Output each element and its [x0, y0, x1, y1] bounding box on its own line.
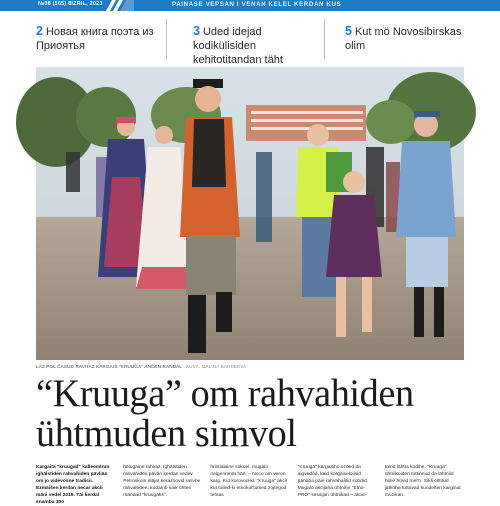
article-paragraph: "Kruuga" kargaitiho ozoed da aigvedód, kaid kargitiseloiisid panaba päie rahvahalitid sobdid. Mugalo akcijaha ühtnihe "Etno-PRO" sessijan ühtnikad – aktivi-: [297, 465, 369, 498]
headline-line-2: ühtmuden simvol: [36, 412, 297, 455]
photo-credit: KUVA: GALINA BARDEEVA: [186, 364, 247, 369]
article-headline: [36, 374, 467, 454]
teaser-item[interactable]: [325, 19, 464, 59]
article-column-1: [36, 464, 115, 505]
article-column-5: [385, 464, 464, 500]
masthead-bar: [0, 0, 500, 11]
caption-text: LÄZ POL ČASUD RAVHAZ KARGAIŠ "KRUUGA" ANČEN RANDAL: [36, 364, 183, 369]
article-column-4: [298, 464, 377, 500]
article-paragraph: hälugaine rahvaz. Ighälstiden rahvahiden pävän kerdan vedev Petroskoin eläjat kerazoovid rasvhe rahvahiden, kudamb kaik ühtes mändad "kruugaks".: [123, 465, 201, 498]
masthead-slogan: PAINASE VEPSAN I VENAN KELEL KERDAN KUS: [172, 1, 342, 8]
teaser-page-number: 3: [193, 24, 200, 38]
newspaper-logo-icon: [98, 0, 134, 11]
headline-line-1: “Kruuga” om rahvahiden: [36, 372, 414, 415]
article-body: [36, 464, 464, 505]
issue-number: №08 (565) 8IZRIL, 2023: [38, 1, 103, 7]
teaser-item[interactable]: [167, 19, 325, 66]
teaser-text: Новая книга поэта из Приоятья: [36, 26, 154, 52]
lead-photo: [36, 67, 464, 360]
article-column-3: [210, 464, 289, 500]
article-paragraph: toind lähtta kodihe. "Kruuga" ühtnikoiden tuttinnud da lähtniid holie hüvid mel'h. Sikš cittitud jätkoha tuttavad kundelten karginut muzikan.: [384, 465, 461, 498]
teaser-text: Kut mö Novosibirskas olim: [345, 26, 462, 52]
teaser-text: Uded idejad kodikülisiden kehitotitandan täht: [193, 26, 283, 66]
teaser-item[interactable]: [36, 19, 167, 59]
article-column-2: [123, 464, 202, 500]
teaser-page-number: 2: [36, 24, 43, 38]
article-lead-paragraph: Kargaita "kruugad" kalleemlrun ighälstiden rahvahiden pävliän om jo videvosne tradicii. Ezmäišen kerdan necar akcii mäni vedel 2019. Täi kerdal enamba 300: [36, 465, 110, 505]
dancers-photo-illustration: [36, 67, 464, 360]
photo-caption: [36, 363, 464, 371]
article-paragraph: hristialaine sokoel, mugalo nelgennmät hän. – Noce om veron karg. Kut korovod-ki. "Kruuga" akcii kut toiled-ki etnokul'turiied zojtegod tehtas: [210, 465, 287, 498]
teaser-page-number: 5: [345, 24, 352, 38]
teaser-strip: [36, 19, 464, 66]
